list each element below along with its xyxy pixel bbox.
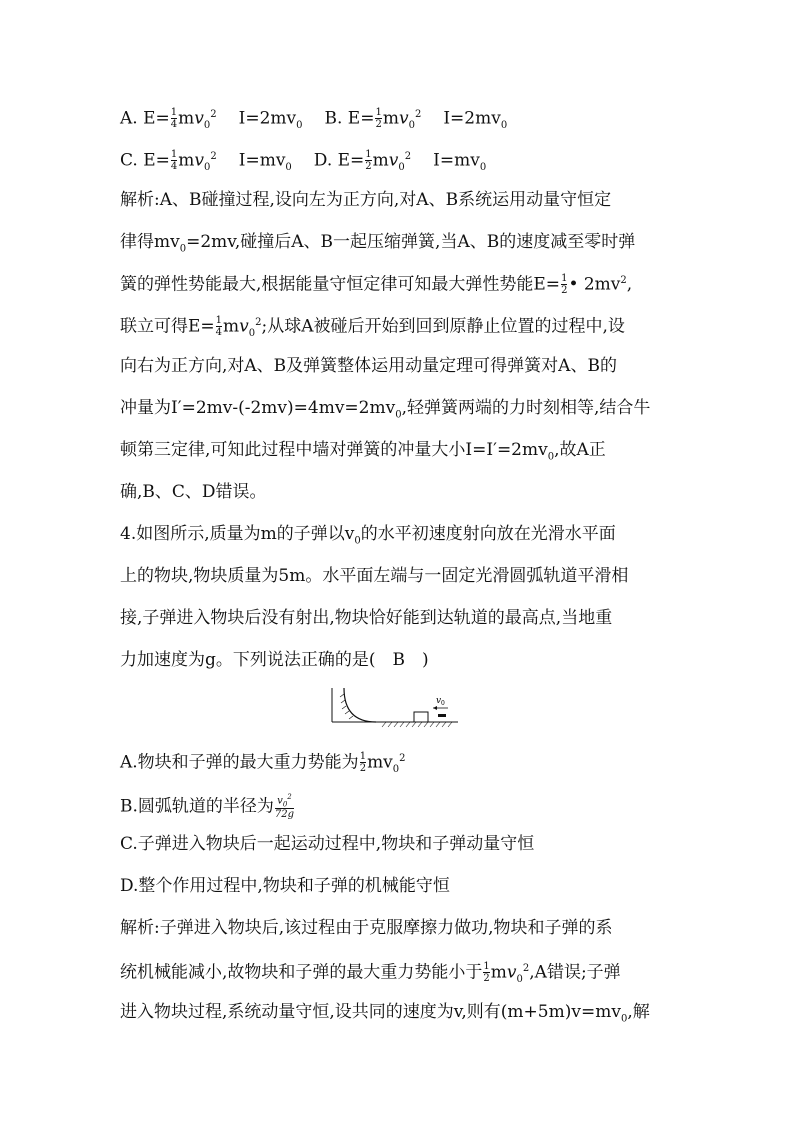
solution-line: 簧的弹性势能最大,根据能量守恒定律可知最大弹性势能E= $\frac{1}{2}$ • $2mv^2$, <box>120 273 633 296</box>
solution-line: 进入物块过程,系统动量守恒,设共同的速度为v,则有$(m+5m)v=mv_0$,解 <box>120 1002 650 1025</box>
block <box>414 712 428 722</box>
fraction-quarter: $\frac{1}{4}$ <box>170 107 178 130</box>
option-b-label: B. E= <box>324 108 375 129</box>
solution-line: 律得$mv_0=2mv$,碰撞后A、B一起压缩弹簧,当A、B的速度减至零时弹 <box>120 232 636 255</box>
solution-line: 统机械能减小,故物块和子弹的最大重力势能小于 $\frac{1}{2}$ $mv_0^2,A$错误;子弹 <box>120 961 621 985</box>
solution-line: 联立可得E= $\frac{1}{4}$ $mv_0^2$;从球A被碰后开始到回到原静止位置的过程中,设 <box>120 315 625 339</box>
ground-hatching <box>382 722 452 727</box>
fraction-half: $\frac{1}{2}$ <box>365 149 372 172</box>
question-line: 力加速度为g。下列说法正确的是( B ) <box>120 650 429 670</box>
option-a: A.物块和子弹的最大重力势能为 $\frac{1}{2}$ $mv_0^2$ <box>120 751 406 775</box>
arrow-head <box>433 706 437 710</box>
solution-line: 解析:A、B碰撞过程,设向左为正方向,对A、B系统运用动量守恒定 <box>120 190 612 210</box>
option-c: C.子弹进入物块后一起运动过程中,物块和子弹动量守恒 <box>120 834 535 854</box>
option-c-label: C. E= <box>120 150 170 171</box>
track-diagram <box>330 688 460 734</box>
solution-line: 顿第三定律,可知此过程中墙对弹簧的冲量大小$I=I'=2mv_0$,故A正 <box>120 440 606 463</box>
solution-line: 解析:子弹进入物块后,该过程由于克服摩擦力做功,物块和子弹的系 <box>120 918 613 938</box>
option-d-label: D. E= <box>313 150 365 171</box>
option-d: D.整个作用过程中,物块和子弹的机械能守恒 <box>120 876 450 896</box>
fraction-quarter: $\frac{1}{4}$ <box>170 149 178 172</box>
solution-line: 向右为正方向,对A、B及弹簧整体运用动量定理可得弹簧对A、B的 <box>120 356 617 376</box>
option-b: B.圆弧轨道的半径为 $\frac{v_0^2}{72g}$ <box>120 793 295 821</box>
question-line: 上的物块,物块质量为5m。水平面左端与一固定光滑圆弧轨道平滑相 <box>120 566 629 586</box>
track-figure <box>330 688 460 734</box>
velocity-label: v <box>436 696 442 706</box>
arc-track <box>344 688 376 722</box>
option-a-label: A. E= <box>120 108 170 129</box>
question-line: 4.如图所示,质量为m的子弹以$v_0$的水平初速度射向放在光滑水平面 <box>120 524 616 547</box>
solution-line: 确,B、C、D错误。 <box>120 482 267 502</box>
bullet <box>438 714 446 717</box>
solution-line: 冲量为$I'=2mv-(-2mv)=4mv=2mv_0$,轻弹簧两端的力时刻相等,结合牛 <box>120 398 651 421</box>
velocity-subscript: 0 <box>441 700 445 707</box>
arc-hatching <box>340 694 353 719</box>
option-row-cd: C. E= $\frac{1}{4}$ $mv_0^2$ $I=mv_0$ D. E= $\frac{1}{2}$ $mv_0^2$ $I=mv_0$ <box>120 149 487 173</box>
fraction-half: $\frac{1}{2}$ <box>375 107 382 130</box>
question-line: 接,子弹进入物块后没有射出,物块恰好能到达轨道的最高点,当地重 <box>120 608 613 628</box>
option-row-ab: A. E= $\frac{1}{4}$ $mv_0^2$ $I=2mv_0$ B. E= $\frac{1}{2}$ $mv_0^2$ $I=2mv_0$ <box>120 107 508 131</box>
